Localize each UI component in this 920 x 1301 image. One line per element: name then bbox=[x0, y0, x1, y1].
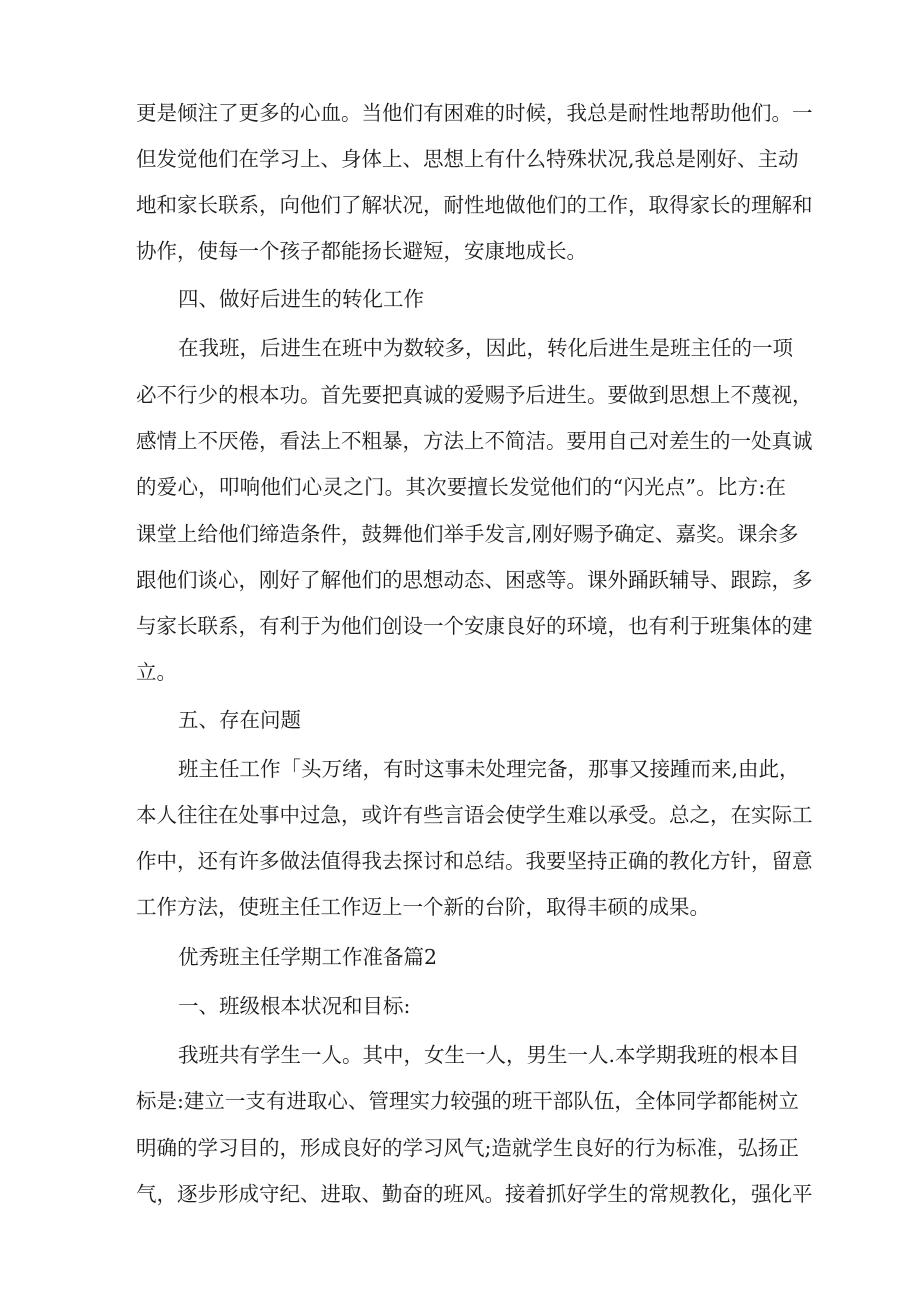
text-line: 协作，使每一个孩子都能扬长避短，安康地成长。 bbox=[136, 239, 587, 263]
text-line: 在我班，后进生在班中为数较多，因此，转化后进生是班主任的一项 bbox=[178, 336, 793, 360]
text-line: 工作方法，使班主任工作迈上一个新的台阶，取得丰硕的成果。 bbox=[136, 895, 710, 919]
text-line: 标是:建立一支有进取心、管理实力较强的班干部队伍，全体同学都能树立 bbox=[136, 1089, 799, 1113]
text-line: 与家长联系，有利于为他们创设一个安康良好的环境，也有利于班集体的建 bbox=[136, 614, 813, 638]
text-line: 我班共有学生一人。其中，女生一人，男生一人.本学期我班的根本目 bbox=[178, 1043, 800, 1067]
text-line: 四、做好后进生的转化工作 bbox=[178, 287, 424, 311]
text-line: 更是倾注了更多的心血。当他们有困难的时候，我总是耐性地帮助他们。一 bbox=[136, 101, 813, 125]
text-line: 班主任工作「头万绪，有时这事未处理完备，那事又接踵而来,由此， bbox=[178, 757, 800, 781]
text-line: 但发觉他们在学习上、身体上、思想上有什么特殊状况,我总是刚好、主动 bbox=[136, 147, 799, 171]
text-line: 的爱心，叩响他们心灵之门。其次要擅长发觉他们的“闪光点”。比方:在 bbox=[136, 475, 786, 499]
text-line: 跟他们谈心，刚好了解他们的思想动态、困惑等。课外踊跃辅导、跟踪，多 bbox=[136, 568, 813, 592]
text-line: 立。 bbox=[136, 660, 177, 684]
text-line: 必不行少的根本功。首先要把真诚的爱赐予后进生。要做到思想上不蔑视， bbox=[136, 383, 813, 407]
text-line: 一、班级根本状况和目标: bbox=[178, 994, 411, 1018]
text-line: 作中，还有许多做法值得我去探讨和总结。我要坚持正确的教化方针，留意 bbox=[136, 849, 813, 873]
text-line: 明确的学习目的，形成良好的学习风气;造就学生良好的行为标准，弘扬正 bbox=[136, 1136, 799, 1160]
text-line: 感情上不厌倦，看法上不粗暴，方法上不简洁。要用自己对差生的一处真诚 bbox=[136, 429, 813, 453]
text-line: 优秀班主任学期工作准备篇2 bbox=[178, 945, 438, 969]
text-line: 地和家长联系，向他们了解状况，耐性地做他们的工作，取得家长的理解和 bbox=[136, 193, 813, 217]
text-line: 本人往往在处事中过急，或许有些言语会使学生难以承受。总之，在实际工 bbox=[136, 803, 813, 827]
text-line: 五、存在问题 bbox=[178, 708, 301, 732]
text-line: 气，逐步形成守纪、进取、勤奋的班风。接着抓好学生的常规教化，强化平 bbox=[136, 1182, 813, 1206]
text-line: 课堂上给他们缔造条件，鼓舞他们举手发言,刚好赐予确定、嘉奖。课余多 bbox=[136, 522, 799, 546]
